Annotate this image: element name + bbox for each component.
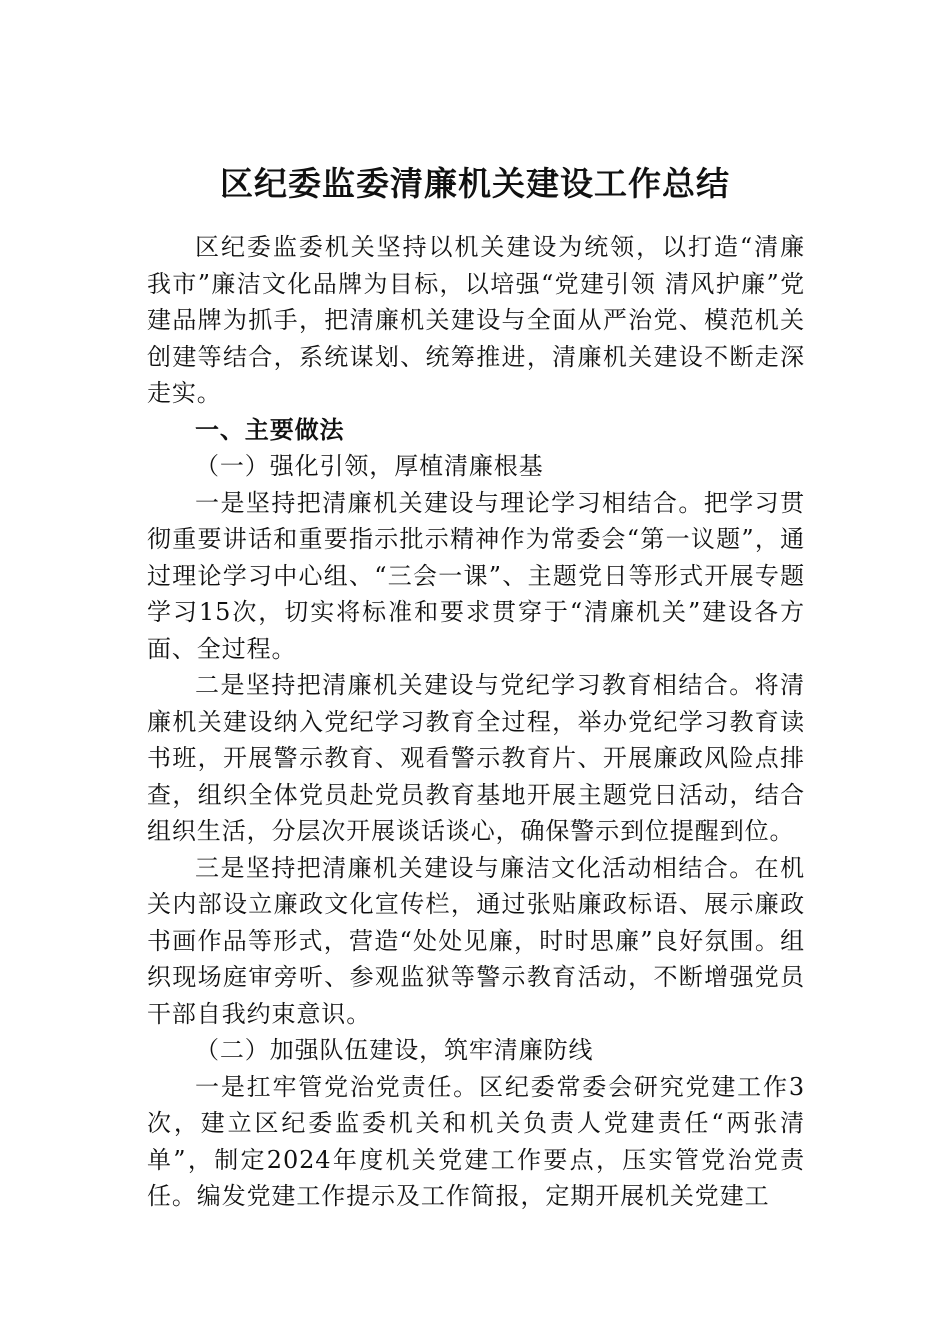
paragraph-integrity-culture: 三是坚持把清廉机关建设与廉洁文化活动相结合。在机关内部设立廉政文化宣传栏，通过张贴廉政标语、展示廉政书画作品等形式，营造“处处见廉，时时思廉”良好氛围。组织现场庭审旁听、参观监狱等警示教育活动，不断增强党员干部自我约束意识。 xyxy=(147,853,805,1028)
paragraph-discipline-education: 二是坚持把清廉机关建设与党纪学习教育相结合。将清廉机关建设纳入党纪学习教育全过程，举办党纪学习教育读书班，开展警示教育、观看警示教育片、开展廉政风险点排查，组织全体党员赴党员教育基地开展主题党日活动，结合组织生活，分层次开展谈话谈心，确保警示到位提醒到位。 xyxy=(147,671,805,845)
subsection-heading-2: （二）加强队伍建设，筑牢清廉防线 xyxy=(195,1036,594,1064)
section-heading-main-practices: 一、主要做法 xyxy=(195,415,345,444)
paragraph-party-responsibility: 一是扛牢管党治党责任。区纪委常委会研究党建工作3次，建立区纪委监委机关和机关负责人党建责任“两张清单”，制定2024年度机关党建工作要点，压实管党治党责任。编发党建工作提示及工作简报，定期开展机关党建工 xyxy=(147,1072,805,1210)
subsection-heading-1: （一）强化引领，厚植清廉根基 xyxy=(195,452,544,480)
paragraph-theory-study: 一是坚持把清廉机关建设与理论学习相结合。把学习贯彻重要讲话和重要指示批示精神作为常委会“第一议题”，通过理论学习中心组、“三会一课”、主题党日等形式开展专题学习15次，切实将标准和要求贯穿于“清廉机关”建设各方面、全过程。 xyxy=(147,488,805,663)
intro-paragraph: 区纪委监委机关坚持以机关建设为统领，以打造“清廉我市”廉洁文化品牌为目标，以培强“党建引领 清风护廉”党建品牌为抓手，把清廉机关建设与全面从严治党、模范机关创建等结合，系统谋划、统筹推进，清廉机关建设不断走深走实。 xyxy=(147,233,805,407)
document-title: 区纪委监委清廉机关建设工作总结 xyxy=(220,164,730,203)
document-body xyxy=(147,229,805,1215)
